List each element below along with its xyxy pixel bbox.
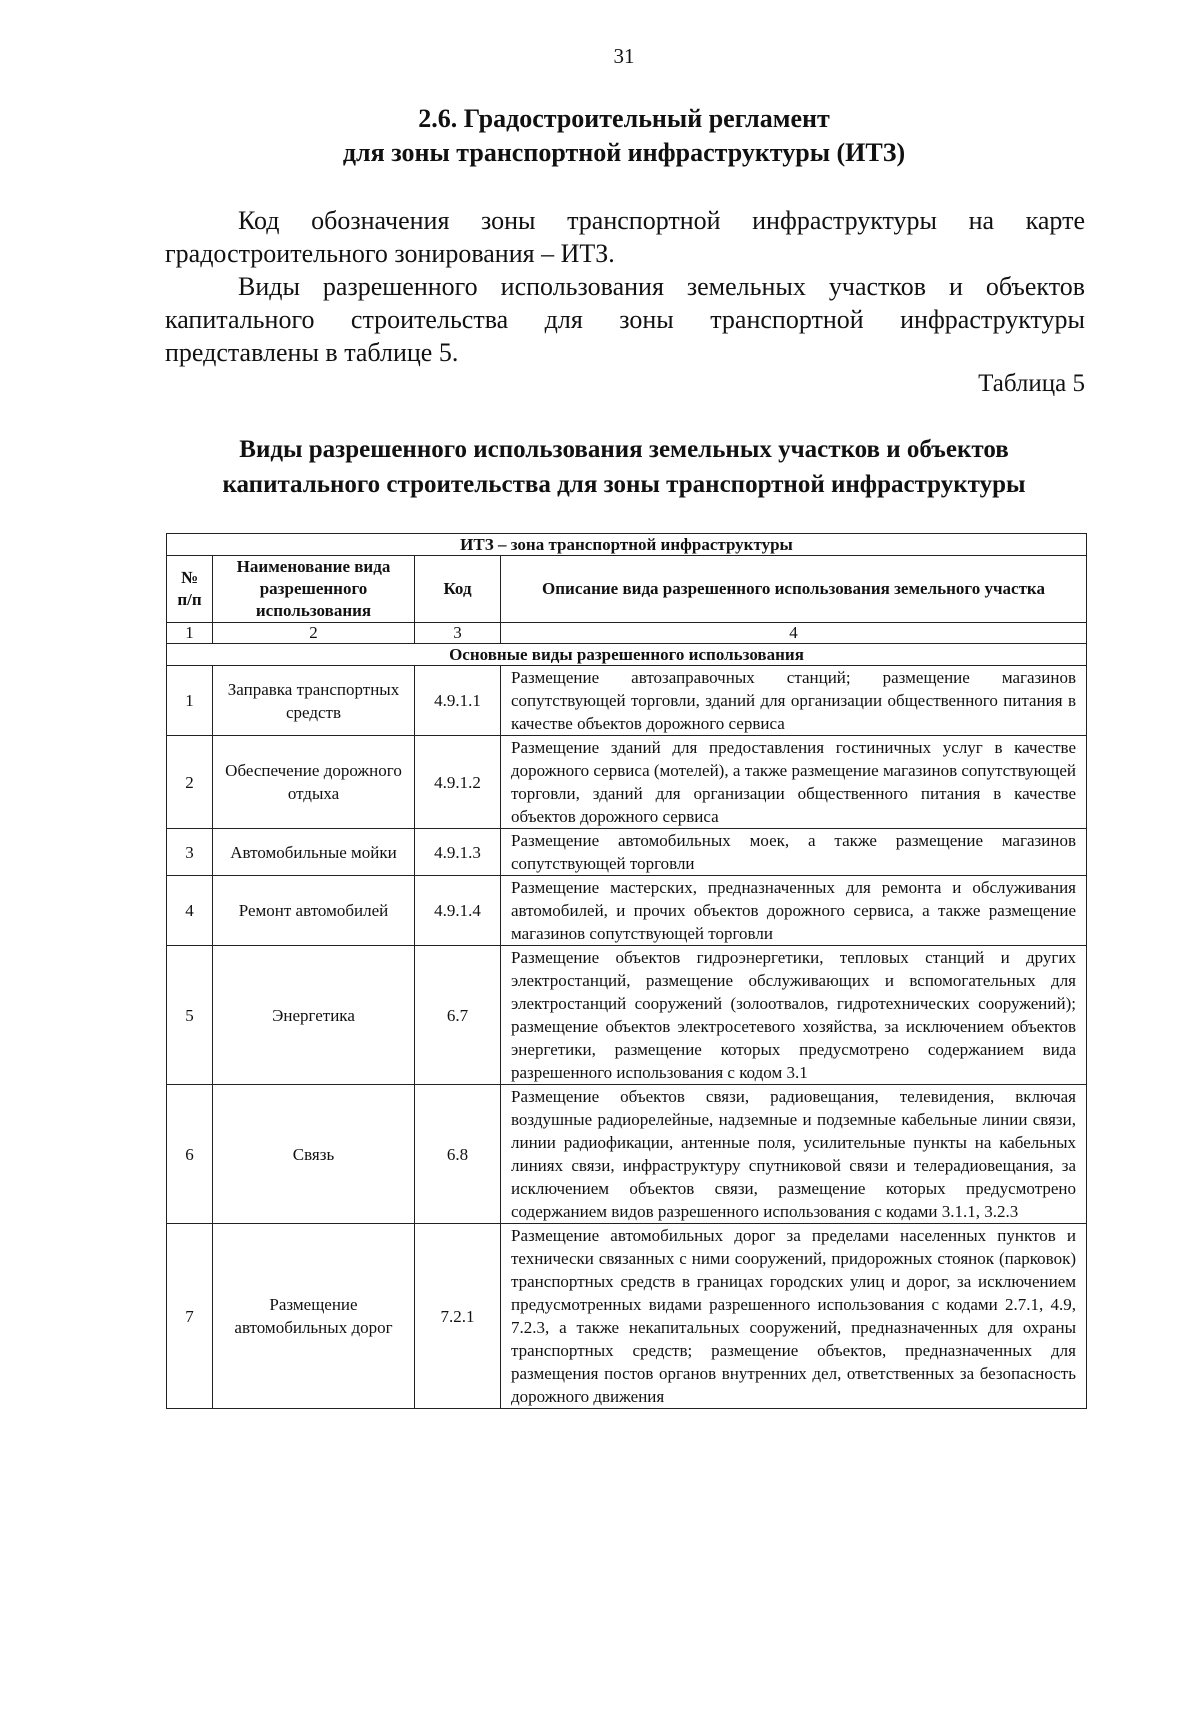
row-description: Размещение зданий для предоставления гостиничных услуг в качестве дорожного сервиса (мотелей), а также размещение магазинов сопутствующей торговли, зданий для организации общественного питания в качестве объектов дорожного сервиса: [501, 736, 1087, 829]
header-description: Описание вида разрешенного использования земельного участка: [501, 556, 1087, 623]
row-name: Автомобильные мойки: [213, 829, 415, 876]
row-description: Размещение автозаправочных станций; размещение магазинов сопутствующей торговли, зданий для организации общественного питания в качестве объектов дорожного сервиса: [501, 666, 1087, 736]
header-name: Наименование вида разрешенного использования: [213, 556, 415, 623]
group-title-cell: Основные виды разрешенного использования: [167, 644, 1087, 666]
row-num: 5: [167, 946, 213, 1085]
table-zone-row: [167, 534, 1087, 556]
row-description: Размещение объектов связи, радиовещания, телевидения, включая воздушные радиорелейные, надземные и подземные кабельные линии связи, линии радиофикации, антенные поля, усилительные пункты на кабельных линиях связи, инфраструктуру спутниковой связи и телерадиовещания, за исключением объектов связи, размещение которых предусмотрено содержанием видов разрешенного использования с кодами 3.1.1, 3.2.3: [501, 1085, 1087, 1224]
column-number: 4: [501, 623, 1087, 644]
section-title-line-2: для зоны транспортной инфраструктуры (ИТЗ): [342, 138, 906, 167]
row-name: Обеспечение дорожного отдыха: [213, 736, 415, 829]
row-num: 4: [167, 876, 213, 946]
row-code: 4.9.1.4: [415, 876, 501, 946]
column-number: 2: [213, 623, 415, 644]
section-title-line-1: 2.6. Градостроительный регламент: [418, 104, 830, 133]
row-description: Размещение автомобильных дорог за пределами населенных пунктов и технически связанных с ними сооружений, придорожных стоянок (парковок) транспортных средств в границах городских улиц и дорог, за исключением предусмотренных видами разрешенного использования с кодами 2.7.1, 4.9, 7.2.3, а также некапитальных сооружений, предназначенных для охраны транспортных средств; размещение объектов, предназначенных для размещения постов органов внутренних дел, ответственных за безопасность дорожного движения: [501, 1224, 1087, 1409]
table-label: Таблица 5: [978, 370, 1085, 397]
row-name: Энергетика: [213, 946, 415, 1085]
section-title: [0, 102, 1200, 170]
column-number: 1: [167, 623, 213, 644]
table-row: [167, 829, 1087, 876]
table-heading-line-2: капитального строительства для зоны транспортной инфраструктуры: [222, 471, 1026, 498]
row-description: Размещение автомобильных моек, а также размещение магазинов сопутствующей торговли: [501, 829, 1087, 876]
table-heading-line-1: Виды разрешенного использования земельных участков и объектов: [239, 436, 1009, 463]
table-row: [167, 666, 1087, 736]
row-num: 1: [167, 666, 213, 736]
row-num: 7: [167, 1224, 213, 1409]
row-name: Связь: [213, 1085, 415, 1224]
row-name: Размещение автомобильных дорог: [213, 1224, 415, 1409]
row-num: 3: [167, 829, 213, 876]
table-row: [167, 736, 1087, 829]
table-row: [167, 876, 1087, 946]
header-num: № п/п: [167, 556, 213, 623]
table-heading: [0, 432, 1200, 502]
page-number: 31: [613, 44, 635, 68]
row-code: 7.2.1: [415, 1224, 501, 1409]
row-code: 6.8: [415, 1085, 501, 1224]
row-code: 4.9.1.2: [415, 736, 501, 829]
row-name: Ремонт автомобилей: [213, 876, 415, 946]
permitted-uses-table: [166, 533, 1087, 1409]
column-number: 3: [415, 623, 501, 644]
intro-paragraph-zone-code: Код обозначения зоны транспортной инфраструктуры на карте градостроительного зонирования – ИТЗ.: [165, 206, 1085, 268]
group-row-main-uses: [167, 644, 1087, 666]
zone-title-cell: ИТЗ – зона транспортной инфраструктуры: [167, 534, 1087, 556]
row-code: 6.7: [415, 946, 501, 1085]
row-code: 4.9.1.1: [415, 666, 501, 736]
table-row: [167, 1085, 1087, 1224]
row-name: Заправка транспортных средств: [213, 666, 415, 736]
row-num: 6: [167, 1085, 213, 1224]
row-description: Размещение объектов гидроэнергетики, тепловых станций и других электростанций, размещение обслуживающих и вспомогательных для электростанций сооружений (золоотвалов, гидротехнических сооружений); размещение объектов электросетевого хозяйства, за исключением объектов энергетики, размещение которых предусмотрено содержанием вида разрешенного использования с кодом 3.1: [501, 946, 1087, 1085]
header-code: Код: [415, 556, 501, 623]
intro-paragraph-table-reference: Виды разрешенного использования земельных участков и объектов капитального строительства для зоны транспортной инфраструктуры представлены в таблице 5.: [165, 272, 1085, 367]
row-code: 4.9.1.3: [415, 829, 501, 876]
table-row: [167, 1224, 1087, 1409]
table-header-row: [167, 556, 1087, 623]
row-description: Размещение мастерских, предназначенных для ремонта и обслуживания автомобилей, и прочих объектов дорожного сервиса, а также размещение магазинов сопутствующей торговли: [501, 876, 1087, 946]
column-numbers-row: [167, 623, 1087, 644]
table-row: [167, 946, 1087, 1085]
row-num: 2: [167, 736, 213, 829]
